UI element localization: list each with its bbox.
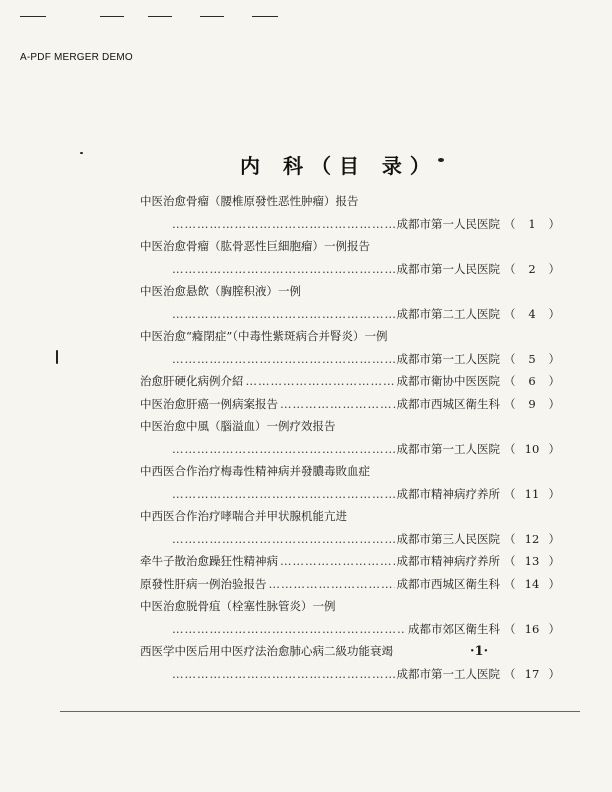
toc-entry-title: 中医治愈肝癌一例病案报告 [140,396,278,411]
toc-entry-title: 治愈肝硬化病例介紹 [140,374,244,388]
paren-close: ） [548,374,560,388]
toc-page-ref [500,483,560,506]
scan-speck [80,152,83,154]
toc-page-ref [500,393,560,416]
toc-entry [140,235,560,280]
paren-open: （ [504,576,516,591]
paren-open: （ [504,396,516,411]
paren-open: （ [504,441,516,456]
toc-entry-source: 成都市精神病疗养所 [396,554,500,568]
toc-entry [140,190,560,235]
paren-close: ） [548,396,560,411]
toc-page-number: 13 [524,554,540,568]
dot-leader [172,348,395,371]
dot-leader [172,483,395,506]
watermark: A-PDF MERGER DEMO [20,52,133,63]
paren-open: （ [504,351,516,366]
toc-page-ref [500,618,560,641]
page-title: 内 科（目 录） [240,154,438,178]
scan-artifact-line [200,16,224,17]
toc-entry-source: 成都市第二工人医院 [396,306,500,321]
toc-page-number: 12 [524,531,540,546]
toc-entry-source: 成都市西城区衛生科 [396,396,500,411]
toc-entry [140,280,560,325]
toc-entry-title: 西医学中医后用中医疗法治愈肺心病二級功能衰竭 [140,644,393,658]
toc-entry-title: 原發性肝病一例治验报告 [140,576,267,591]
scan-speck [56,350,58,364]
table-of-contents [140,190,560,685]
toc-page-number: 2 [528,261,536,276]
dot-leader [172,213,395,236]
toc-entry-source: 成都市郊区衛生科 [408,621,500,636]
toc-entry-title: 中西医合作治疗哮喘合并甲状腺机能亢进 [140,509,347,523]
paren-close: ） [548,666,560,681]
paren-open: （ [504,554,516,568]
toc-entry [140,640,560,685]
toc-entry-source: 成都市西城区衛生科 [396,576,500,591]
dot-leader [280,550,395,573]
toc-entry [140,595,560,640]
paren-close: ） [548,576,560,591]
toc-page-number: 1 [528,216,536,231]
toc-entry [140,550,560,573]
toc-entry [140,393,560,416]
toc-page-number: 11 [524,486,540,501]
toc-page-ref [500,550,560,573]
toc-entry-title: 中医治愈中風（腦溢血）一例疗效报告 [140,419,336,433]
toc-page-ref [500,528,560,551]
paren-open: （ [504,306,516,321]
dot-leader [172,618,406,641]
toc-entry [140,325,560,370]
paren-open: （ [504,666,516,681]
toc-page-number: 4 [528,306,536,321]
page-number: ·1· [470,644,489,659]
toc-page-number: 9 [528,396,536,411]
toc-entry-source: 成都市第一工人医院 [396,351,500,366]
toc-entry-title: 中医治愈脱骨疽（栓塞性脉管炎）一例 [140,599,336,613]
toc-page-ref [500,573,560,596]
scan-artifact-line [20,16,46,17]
paren-open: （ [504,374,516,388]
dot-leader [280,393,395,416]
paren-open: （ [504,621,516,636]
toc-entry [140,415,560,460]
toc-page-number: 10 [524,441,540,456]
toc-entry [140,505,560,550]
toc-entry-source: 成都市第一人民医院 [396,261,500,276]
toc-entry [140,370,560,393]
toc-entry-title: 中医治愈骨瘤（肱骨恶性巨細胞瘤）一例报告 [140,239,370,253]
paren-open: （ [504,216,516,231]
toc-page-ref [500,348,560,371]
toc-page-ref [500,438,560,461]
toc-page-ref [500,258,560,281]
scan-artifact-line [100,16,124,17]
toc-entry-title: 牵牛子散治愈躁狂性精神病 [140,554,278,568]
toc-entry-source: 成都市精神病疗养所 [396,486,500,501]
toc-page-ref [500,303,560,326]
dot-leader [172,258,395,281]
toc-page-number: 17 [524,666,540,681]
toc-entry-title: 中医治愈悬飲（胸膣积液）一例 [140,284,301,298]
paren-close: ） [548,554,560,568]
dot-leader [172,303,395,326]
toc-page-ref [500,663,560,686]
toc-entry-source: 成都市第三人民医院 [396,531,500,546]
toc-entry-source: 成都市衛协中医医院 [396,374,500,388]
paren-close: ） [548,441,560,456]
dot-leader [172,438,395,461]
paren-close: ） [548,531,560,546]
paren-close: ） [548,351,560,366]
toc-entry-source: 成都市第一工人医院 [396,441,500,456]
paren-close: ） [548,306,560,321]
paren-open: （ [504,261,516,276]
dot-leader [246,370,395,393]
toc-page-ref [500,213,560,236]
toc-page-number: 6 [528,374,536,388]
scan-artifact-line [60,711,580,712]
toc-page-number: 14 [524,576,540,591]
dot-leader [172,663,395,686]
toc-page-number: 5 [528,351,536,366]
toc-entry [140,573,560,596]
toc-entry-title: 中西医合作治疗梅毒性精神病并發膿毒敗血症 [140,464,370,478]
toc-entry-title: 中医治愈“癃閉症”（中毒性紫斑病合并腎炎）一例 [140,329,388,343]
scan-speck [438,158,444,162]
paren-open: （ [504,486,516,501]
scan-artifact-line [252,16,278,17]
toc-entry-source: 成都市第一工人医院 [396,666,500,681]
paren-close: ） [548,261,560,276]
toc-entry-title: 中医治愈骨瘤（腰椎原發性恶性肿瘤）报告 [140,194,359,208]
toc-entry-source: 成都市第一人民医院 [396,216,500,231]
toc-page-ref [500,370,560,393]
paren-open: （ [504,531,516,546]
toc-page-number: 16 [524,621,540,636]
scan-artifact-line [148,16,172,17]
dot-leader [269,573,395,596]
paren-close: ） [548,621,560,636]
dot-leader [172,528,395,551]
paren-close: ） [548,216,560,231]
toc-entry [140,460,560,505]
paren-close: ） [548,486,560,501]
